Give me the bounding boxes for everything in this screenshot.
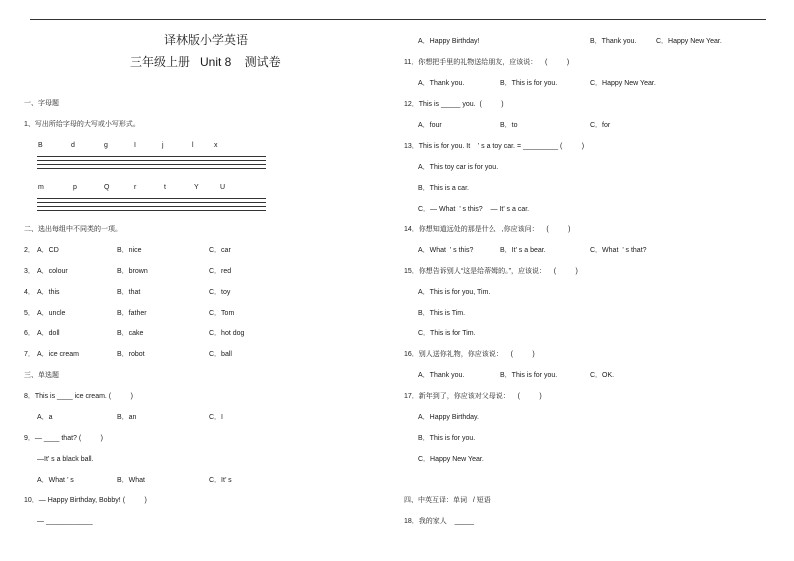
page-subtitle: 三年级上册 Unit 8 测试卷 <box>130 55 281 69</box>
option-b[interactable]: B．This is for you. <box>418 435 476 442</box>
question-18[interactable]: 18．我的家人 _____ <box>404 518 475 525</box>
option-c[interactable]: C．It’ s <box>209 477 232 484</box>
option-c[interactable]: C．ball <box>209 351 232 358</box>
option-b[interactable]: B．This is Tim. <box>418 310 466 317</box>
option-b[interactable]: B．It’ s a bear. <box>500 247 546 254</box>
question-number: 3． <box>24 268 35 275</box>
option-c[interactable]: C．red <box>209 268 232 275</box>
option-a[interactable]: A．Happy Birthday. <box>418 414 479 421</box>
question-10-answer-line[interactable]: — ____________ <box>37 518 93 525</box>
option-c[interactable]: C．Happy New Year. <box>590 80 656 87</box>
option-c[interactable]: C．Happy New Year. <box>418 456 484 463</box>
option-b[interactable]: B．father <box>117 310 147 317</box>
option-c[interactable]: C．car <box>209 247 231 254</box>
option-c[interactable]: C．I <box>209 414 223 421</box>
letter-6: l <box>192 142 194 149</box>
option-c[interactable]: C．Happy New Year. <box>656 38 722 45</box>
letter-3: g <box>104 142 108 149</box>
question-14: 14．你想知道远处的那是什么 ,你应该问： ( ) <box>404 226 571 233</box>
question-number: 7． <box>24 351 35 358</box>
letter-13: Y <box>194 184 199 191</box>
option-a[interactable]: A．colour <box>37 268 68 275</box>
option-c[interactable]: C．for <box>590 122 611 129</box>
question-number: 5． <box>24 310 35 317</box>
option-a[interactable]: A．four <box>418 122 442 129</box>
letter-4: I <box>134 142 136 149</box>
option-c[interactable]: C．— What ’ s this? — It’ s a car. <box>418 206 530 213</box>
writing-lines-2[interactable] <box>37 198 266 214</box>
question-number: 2． <box>24 247 35 254</box>
letter-2: d <box>71 142 75 149</box>
question-8: 8．This is ____ ice cream. ( ) <box>24 393 133 400</box>
option-c[interactable]: C．Tom <box>209 310 235 317</box>
option-b[interactable]: B．Thank you. <box>590 38 637 45</box>
option-a[interactable]: A．What ’ s this? <box>418 247 474 254</box>
letter-5: j <box>162 142 164 149</box>
option-a[interactable]: A．This toy car is for you. <box>418 164 499 171</box>
letter-8: m <box>38 184 44 191</box>
option-b[interactable]: B．that <box>117 289 141 296</box>
question-13: 13．This is for you. It ’ s a toy car. = _________ ( ) <box>404 143 585 150</box>
option-c[interactable]: C．hot dog <box>209 330 245 337</box>
question-number: 4． <box>24 289 35 296</box>
question-number: 6． <box>24 330 35 337</box>
letter-7: x <box>214 142 218 149</box>
section-heading-letters: 一、字母题 <box>24 100 59 107</box>
section-heading-single-choice: 三、单选题 <box>24 372 59 379</box>
letter-10: Q <box>104 184 110 191</box>
letter-9: p <box>73 184 77 191</box>
question-16: 16．别人送你礼物，你应该说： ( ) <box>404 351 535 358</box>
option-a[interactable]: A．uncle <box>37 310 66 317</box>
option-c[interactable]: C．OK. <box>590 372 615 379</box>
section-heading-odd-one-out: 二、选出每组中不同类的一项。 <box>24 226 122 233</box>
option-b[interactable]: B．brown <box>117 268 148 275</box>
question-9-line: —It’ s a black ball. <box>37 456 94 463</box>
letter-12: t <box>164 184 166 191</box>
option-c[interactable]: C．What ’ s that? <box>590 247 647 254</box>
letter-14: U <box>220 184 226 191</box>
option-a[interactable]: A．Thank you. <box>418 80 465 87</box>
option-a[interactable]: A．a <box>37 414 53 421</box>
question-1-prompt: 1、写出所给字母的大写或小写形式。 <box>24 121 140 128</box>
option-c[interactable]: C．This is for Tim. <box>418 330 476 337</box>
option-b[interactable]: B．This is for you. <box>500 80 558 87</box>
option-b[interactable]: B．nice <box>117 247 142 254</box>
option-b[interactable]: B．What <box>117 477 146 484</box>
section-heading-translation: 四、中英互译：单词 / 短语 <box>404 497 491 504</box>
letter-11: r <box>134 184 137 191</box>
option-b[interactable]: B．to <box>500 122 518 129</box>
option-b[interactable]: B．robot <box>117 351 145 358</box>
option-a[interactable]: A．What ’ s <box>37 477 74 484</box>
top-rule <box>30 19 766 20</box>
question-10: 10．— Happy Birthday, Bobby! ( ) <box>24 497 147 504</box>
option-b[interactable]: B．cake <box>117 330 144 337</box>
option-b[interactable]: B．This is for you. <box>500 372 558 379</box>
question-12: 12．This is _____ you. ( ) <box>404 101 504 108</box>
option-a[interactable]: A．Thank you. <box>418 372 465 379</box>
letter-1: B <box>38 142 43 149</box>
option-a[interactable]: A．doll <box>37 330 60 337</box>
option-b[interactable]: B．This is a car. <box>418 185 469 192</box>
option-c[interactable]: C．toy <box>209 289 231 296</box>
question-17: 17．新年到了，你应该对父母说： ( ) <box>404 393 542 400</box>
option-a[interactable]: A．ice cream <box>37 351 80 358</box>
option-a[interactable]: A．Happy Birthday! <box>418 38 480 45</box>
page-title: 译林版小学英语 <box>164 33 249 47</box>
option-a[interactable]: A．This is for you, Tim. <box>418 289 491 296</box>
writing-lines-1[interactable] <box>37 156 266 172</box>
question-15: 15．你想告诉别人“这是给蒂姆的。”，应该说： ( ) <box>404 268 578 275</box>
question-11: 11．你想把手里的礼物送给朋友，应该说： ( ) <box>404 59 570 66</box>
option-a[interactable]: A．this <box>37 289 60 296</box>
question-9: 9．— ____ that? ( ) <box>24 435 103 442</box>
option-b[interactable]: B．an <box>117 414 137 421</box>
option-a[interactable]: A．CD <box>37 247 59 254</box>
